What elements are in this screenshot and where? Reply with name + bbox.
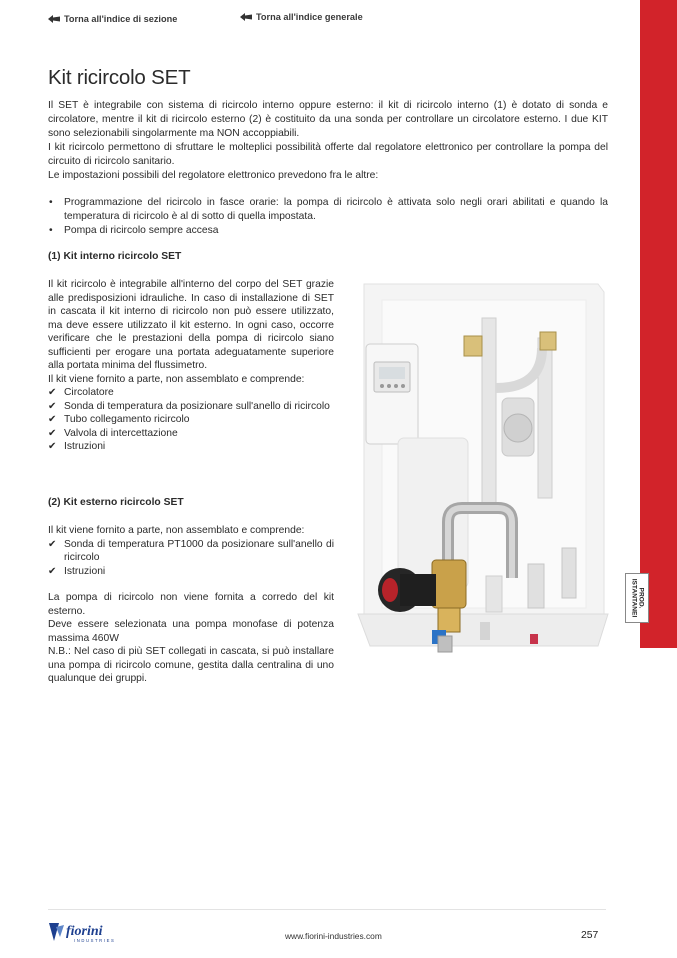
list-item: ✔ Tubo collegamento ricircolo (48, 414, 190, 425)
top-navigation (48, 12, 363, 26)
footer-divider (48, 909, 606, 910)
checkmark-icon: ✔ (48, 414, 57, 425)
recirculation-kit-illustration (352, 278, 614, 706)
kit1-body (48, 278, 334, 454)
side-section-tab (640, 0, 677, 648)
list-item: ✔ Istruzioni (48, 441, 106, 452)
kit2-items (48, 538, 334, 579)
svg-text:INDUSTRIES: INDUSTRIES (74, 938, 116, 943)
section-tab-label[interactable] (625, 573, 649, 623)
checkmark-icon: ✔ (48, 441, 57, 452)
checkmark-icon: ✔ (48, 400, 57, 412)
kit2-body (48, 524, 334, 686)
kit2-note: N.B.: Nel caso di più SET collegati in cascata, si può installare una pompa di ricircolo comune, gestita dalla centralina di uno qualunque dei gruppi. (48, 646, 334, 684)
general-index-label: Torna all'indice generale (256, 12, 363, 22)
list-item: • Programmazione del ricircolo in fasce orarie: la pompa di ricircolo è attivata solo negli orari abilitati e quando la temperatura di ricircolo è al di sotto di quella impostata. (48, 196, 608, 224)
list-item: ✔ Sonda di temperatura PT1000 da posizionare sull'anello di ricircolo (48, 538, 334, 563)
fiorini-logo[interactable] (48, 921, 130, 943)
settings-list (48, 196, 608, 238)
list-item: ✔ Istruzioni (48, 565, 106, 577)
checkmark-icon: ✔ (48, 427, 57, 439)
footer-url[interactable]: www.fiorini-industries.com (285, 931, 382, 941)
kit2-note: Deve essere selezionata una pompa monofase di potenza massima 460W (48, 619, 334, 644)
kit2-heading: (2) Kit esterno ricircolo SET (48, 497, 184, 508)
section-index-label: Torna all'indice di sezione (64, 14, 178, 24)
intro-text (48, 99, 608, 182)
checkmark-icon: ✔ (48, 387, 57, 398)
intro-paragraph: Il SET è integrabile con sistema di ricircolo interno oppure esterno: il kit di ricircolo interno (1) è dotato di sonda e circolatore, mentre il kit di ricircolo esterno (2) è costituito da una sonda per controllare un circolatore esterno. I due KIT sono selezionabili singolarmente ma NON accoppiabili. (48, 100, 608, 139)
back-arrow-icon (48, 15, 60, 23)
checkmark-icon: ✔ (48, 565, 57, 577)
intro-paragraph: Le impostazioni possibili del regolatore elettronico prevedono fra le altre: (48, 169, 379, 181)
checkmark-icon: ✔ (48, 538, 57, 550)
svg-text:fiorini: fiorini (66, 924, 103, 939)
back-to-general-index-link[interactable] (240, 12, 380, 22)
list-item: • Pompa di ricircolo sempre accesa (48, 224, 608, 238)
page-number: 257 (581, 930, 599, 941)
page-title: Kit ricircolo SET (48, 66, 191, 89)
kit1-description: Il kit ricircolo è integrabile all'interno del corpo del SET grazie alle predisposizioni idrauliche. In caso di installazione di SET in cascata il kit interno di ricircolo non può essere utilizzato, ma deve essere utilizzato il kit esterno. In ogni caso, occorre verificare che le prestazioni della pompa di ricircolo siano sufficienti per erogare una portata adeguatamente superiore alla portata minima del flussimetro. (48, 279, 334, 371)
intro-paragraph: I kit ricircolo permettono di sfruttare le molteplici possibilità offerte dal regolatore elettronico per controllare la pompa del circuito di ricircolo sanitario. (48, 141, 608, 167)
kit1-heading: (1) Kit interno ricircolo SET (48, 251, 182, 262)
section-tab-text: PROD. ISTANTANEI (630, 578, 644, 618)
list-item: ✔ Sonda di temperatura da posizionare sull'anello di ricircolo (48, 400, 330, 412)
kit2-note: La pompa di ricircolo non viene fornita a corredo del kit esterno. (48, 592, 334, 617)
back-arrow-icon (240, 13, 252, 21)
list-item: ✔ Circolatore (48, 387, 114, 398)
kit1-items (48, 386, 334, 454)
kit1-includes: Il kit viene fornito a parte, non assemblato e comprende: (48, 373, 305, 385)
back-to-section-index-link[interactable] (48, 12, 177, 26)
list-item: ✔ Valvola di intercettazione (48, 427, 178, 439)
kit2-includes: Il kit viene fornito a parte, non assemblato e comprende: (48, 525, 305, 536)
